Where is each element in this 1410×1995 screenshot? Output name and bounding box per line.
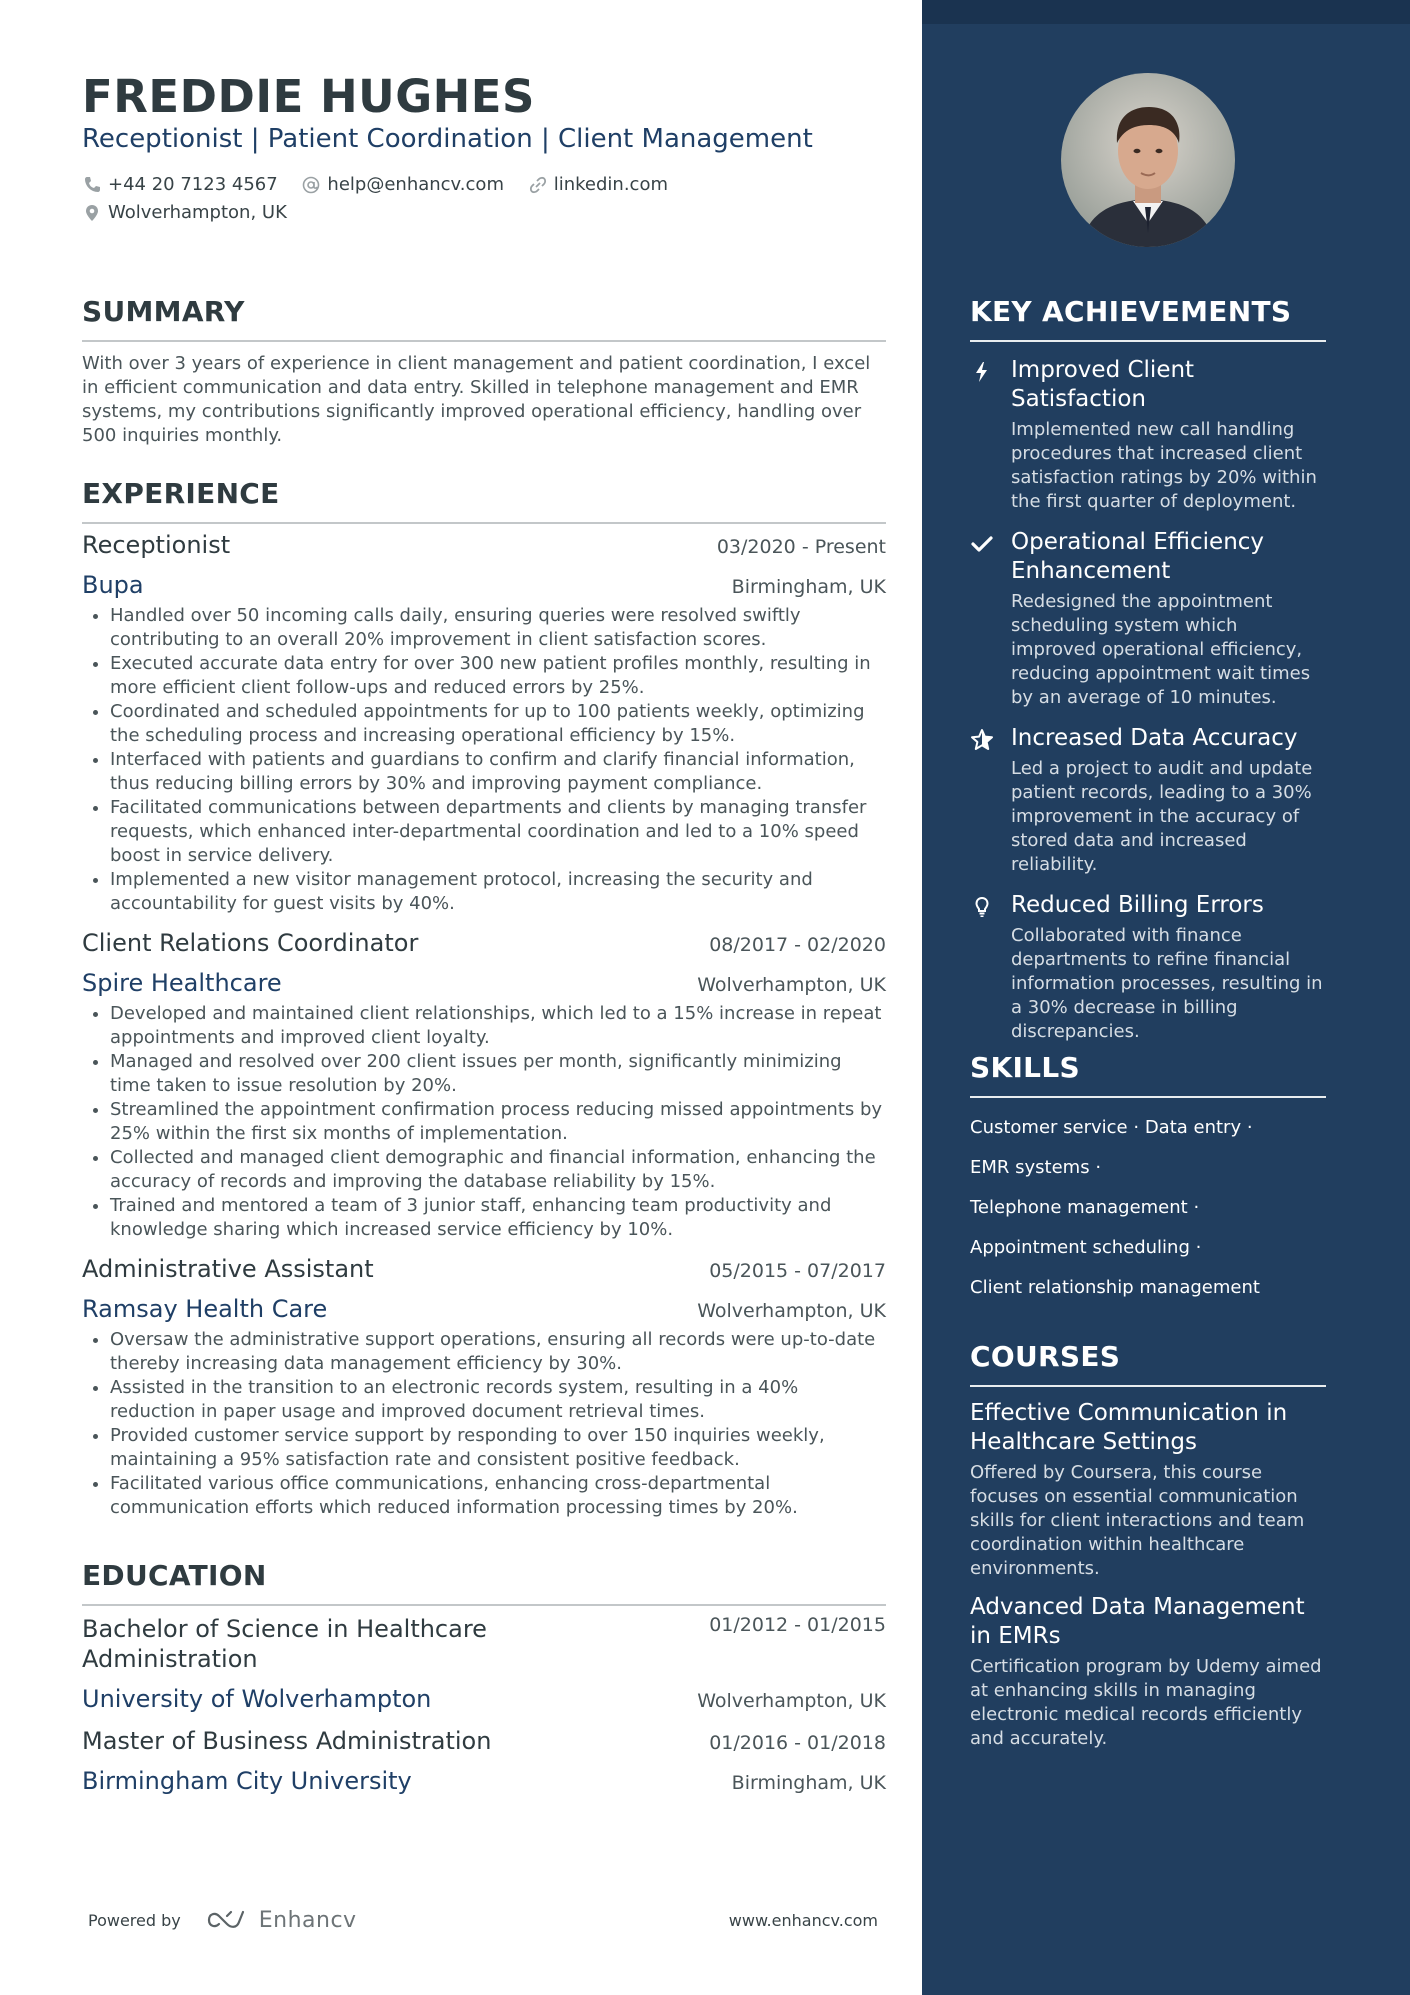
education-heading: EDUCATION bbox=[82, 1559, 267, 1592]
achievement-desc: Collaborated with finance departments to refine financial information processes, resulting in a 30% decrease in billing discrepancies. bbox=[1011, 925, 1323, 1042]
job-company-row bbox=[82, 570, 886, 600]
achievement-desc: Redesigned the appointment scheduling system which improved operational efficiency, reducing appointment wait times by an average of 10 minutes. bbox=[1011, 591, 1311, 708]
list-item: • Managed and resolved over 200 client issues per month, significantly minimizing time taken to issue resolution by 20%. bbox=[110, 1050, 886, 1098]
sidebar-top-band bbox=[922, 0, 1410, 24]
phone-icon bbox=[82, 175, 102, 195]
enhancv-brand-text: Enhancv bbox=[258, 1907, 357, 1933]
education-dates: 01/2016 - 01/2018 bbox=[709, 1732, 886, 1754]
skill-tag: Appointment scheduling bbox=[970, 1237, 1190, 1258]
education-section bbox=[82, 1558, 886, 1796]
job-entry bbox=[82, 530, 886, 916]
job-bullets bbox=[82, 1002, 886, 1242]
list-item: • Interfaced with patients and guardians to confirm and clarify financial information, thus reducing billing errors by 30% and improving payment compliance. bbox=[110, 748, 886, 796]
job-dates: 08/2017 - 02/2020 bbox=[709, 934, 886, 956]
job-header bbox=[82, 928, 886, 958]
section-divider bbox=[82, 340, 886, 342]
degree-name: Master of Business Administration bbox=[82, 1727, 492, 1755]
list-item: • Assisted in the transition to an electronic records system, resulting in a 40% reduction in paper usage and improved document retrieval times. bbox=[110, 1376, 886, 1424]
star-icon bbox=[970, 728, 994, 752]
job-title: Client Relations Coordinator bbox=[82, 929, 419, 957]
experience-heading: EXPERIENCE bbox=[82, 477, 280, 510]
achievement-title: Operational Efficiency Enhancement bbox=[1011, 529, 1265, 584]
skill-tag: Customer service bbox=[970, 1117, 1128, 1138]
at-icon bbox=[301, 175, 321, 195]
course-item bbox=[970, 1593, 1326, 1751]
enhancv-logo-icon bbox=[205, 1908, 251, 1932]
course-item bbox=[970, 1399, 1326, 1581]
job-title: Administrative Assistant bbox=[82, 1255, 374, 1283]
achievement-title: Improved Client Satisfaction bbox=[1011, 357, 1195, 412]
list-item: • Trained and mentored a team of 3 junior staff, enhancing team productivity and knowledge sharing which increased service efficiency by 10%. bbox=[110, 1194, 886, 1242]
education-entry bbox=[82, 1614, 886, 1714]
courses-section bbox=[970, 1339, 1326, 1751]
enhancv-logo[interactable] bbox=[205, 1908, 357, 1933]
achievements-section bbox=[970, 294, 1326, 1044]
job-header bbox=[82, 1254, 886, 1284]
skill-tag: Telephone management bbox=[970, 1197, 1188, 1218]
powered-by-label: Powered by bbox=[88, 1910, 181, 1930]
location-pin-icon bbox=[82, 203, 102, 223]
job-location: Wolverhampton, UK bbox=[697, 1300, 886, 1322]
list-item: • Streamlined the appointment confirmation process reducing missed appointments by 25% within the first six months of implementation. bbox=[110, 1098, 886, 1146]
company-name: Ramsay Health Care bbox=[82, 1295, 328, 1323]
job-dates: 03/2020 - Present bbox=[716, 536, 886, 558]
school-location: Birmingham, UK bbox=[731, 1772, 886, 1794]
profile-photo-image bbox=[1061, 73, 1235, 247]
list-item: • Coordinated and scheduled appointments for up to 100 patients weekly, optimizing the scheduling process and increasing operational efficiency by 15%. bbox=[110, 700, 886, 748]
job-title: Receptionist bbox=[82, 531, 231, 559]
contact-email[interactable] bbox=[301, 172, 504, 198]
skill-tag: Data entry bbox=[1144, 1117, 1242, 1138]
lightning-icon bbox=[970, 360, 994, 384]
course-title: Advanced Data Management in EMRs bbox=[970, 1594, 1305, 1649]
summary-section bbox=[82, 294, 886, 448]
contact-linkedin[interactable] bbox=[528, 172, 668, 198]
job-entry bbox=[82, 1254, 886, 1520]
profile-photo bbox=[1061, 73, 1235, 247]
section-divider bbox=[970, 1096, 1326, 1098]
list-item: • Oversaw the administrative support operations, ensuring all records were up-to-date thereby increasing data management efficiency by 30%. bbox=[110, 1328, 886, 1376]
company-name: Bupa bbox=[82, 571, 144, 599]
lightbulb-icon bbox=[970, 895, 994, 919]
list-item: • Executed accurate data entry for over 300 new patient profiles monthly, resulting in more efficient client follow-ups and reduced errors by 25%. bbox=[110, 652, 886, 700]
job-dates: 05/2015 - 07/2017 bbox=[709, 1260, 886, 1282]
list-item: • Handled over 50 incoming calls daily, ensuring queries were resolved swiftly contributing to an overall 20% improvement in client satisfaction scores. bbox=[110, 604, 886, 652]
education-school-row bbox=[82, 1684, 886, 1714]
courses-heading: COURSES bbox=[970, 1340, 1121, 1373]
job-location: Wolverhampton, UK bbox=[697, 974, 886, 996]
course-desc: Offered by Coursera, this course focuses on essential communication skills for client interactions and team coordination within healthcare environments. bbox=[970, 1462, 1305, 1579]
phone-text: +44 20 7123 4567 bbox=[108, 174, 278, 195]
job-company-row bbox=[82, 1294, 886, 1324]
summary-heading: SUMMARY bbox=[82, 295, 245, 328]
school-name: University of Wolverhampton bbox=[82, 1685, 432, 1713]
location-text: Wolverhampton, UK bbox=[108, 202, 287, 223]
contact-location bbox=[82, 200, 287, 226]
course-title: Effective Communication in Healthcare Settings bbox=[970, 1400, 1288, 1455]
achievement-item bbox=[970, 891, 1326, 1044]
job-bullets bbox=[82, 1328, 886, 1520]
candidate-tagline: Receptionist | Patient Coordination | Client Management bbox=[82, 124, 813, 154]
linkedin-text: linkedin.com bbox=[553, 174, 668, 195]
list-item: • Provided customer service support by responding to over 150 inquiries weekly, maintaining a 95% satisfaction rate and consistent positive feedback. bbox=[110, 1424, 886, 1472]
skills-list: Customer service · Data entry · EMR systems · Telephone management · Appointment scheduling · Client relationship management bbox=[970, 1117, 1260, 1298]
sidebar bbox=[922, 0, 1410, 1995]
skills-heading: SKILLS bbox=[970, 1051, 1080, 1084]
skill-tag: EMR systems bbox=[970, 1157, 1090, 1178]
list-item: • Developed and maintained client relationships, which led to a 15% increase in repeat appointments and improved client loyalty. bbox=[110, 1002, 886, 1050]
job-location: Birmingham, UK bbox=[731, 576, 886, 598]
job-entry bbox=[82, 928, 886, 1242]
education-school-row bbox=[82, 1766, 886, 1796]
school-name: Birmingham City University bbox=[82, 1767, 412, 1795]
school-location: Wolverhampton, UK bbox=[697, 1690, 886, 1712]
education-entry bbox=[82, 1726, 886, 1796]
list-item: • Facilitated various office communications, enhancing cross-departmental communication efforts which reduced information processing times by 20%. bbox=[110, 1472, 886, 1520]
footer-branding bbox=[88, 1908, 357, 1933]
job-bullets bbox=[82, 604, 886, 916]
checkmark-icon bbox=[970, 532, 994, 556]
job-company-row bbox=[82, 968, 886, 998]
skills-section bbox=[970, 1050, 1326, 1308]
achievement-item bbox=[970, 528, 1326, 710]
achievement-desc: Implemented new call handling procedures that increased client satisfaction ratings by 20% within the first quarter of deployment. bbox=[1011, 419, 1317, 512]
education-header bbox=[82, 1614, 886, 1674]
section-divider bbox=[82, 522, 886, 524]
degree-name: Bachelor of Science in Healthcare Administration bbox=[82, 1615, 487, 1673]
footer bbox=[88, 1900, 878, 1940]
section-divider bbox=[970, 340, 1326, 342]
company-name: Spire Healthcare bbox=[82, 969, 282, 997]
achievements-heading: KEY ACHIEVEMENTS bbox=[970, 295, 1292, 328]
skill-tag: Client relationship management bbox=[970, 1277, 1260, 1298]
achievement-title: Reduced Billing Errors bbox=[1011, 892, 1264, 918]
achievement-title: Increased Data Accuracy bbox=[1011, 725, 1298, 751]
footer-url[interactable]: www.enhancv.com bbox=[728, 1910, 878, 1930]
list-item: • Implemented a new visitor management protocol, increasing the security and accountability for guest visits by 40%. bbox=[110, 868, 886, 916]
candidate-name: FREDDIE HUGHES bbox=[82, 70, 535, 123]
link-icon bbox=[528, 175, 548, 195]
contact-row bbox=[82, 172, 886, 203]
achievement-item bbox=[970, 724, 1326, 877]
section-divider bbox=[82, 1604, 886, 1606]
list-item: • Facilitated communications between departments and clients by managing transfer requests, which enhanced inter-departmental coordination and led to a 10% speed boost in service delivery. bbox=[110, 796, 886, 868]
achievement-item bbox=[970, 356, 1326, 514]
contact-phone[interactable] bbox=[82, 172, 278, 198]
course-desc: Certification program by Udemy aimed at enhancing skills in managing electronic medical records efficiently and accurately. bbox=[970, 1656, 1322, 1749]
education-header bbox=[82, 1726, 886, 1756]
summary-text: With over 3 years of experience in client management and patient coordination, I excel in efficient communication and data entry. Skilled in telephone management and EMR systems, my contributions significantly improved operational efficiency, handling over 500 inquiries monthly. bbox=[82, 353, 871, 446]
achievement-desc: Led a project to audit and update patient records, leading to a 30% improvement in the accuracy of stored data and increased reliability. bbox=[1011, 758, 1313, 875]
job-header bbox=[82, 530, 886, 560]
experience-section bbox=[82, 476, 886, 1520]
email-text: help@enhancv.com bbox=[327, 174, 504, 195]
section-divider bbox=[970, 1385, 1326, 1387]
education-dates: 01/2012 - 01/2015 bbox=[709, 1614, 886, 1636]
list-item: • Collected and managed client demographic and financial information, enhancing the accuracy of records and improving the database reliability by 15%. bbox=[110, 1146, 886, 1194]
